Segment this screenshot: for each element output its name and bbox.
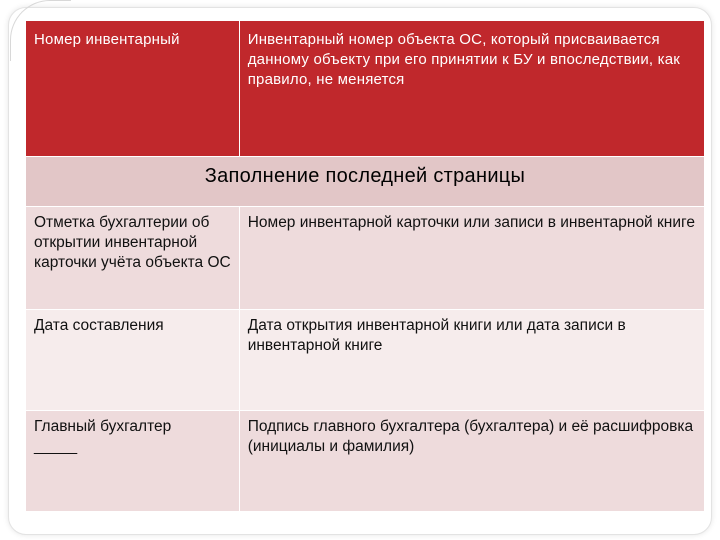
row-label: Главный бухгалтер [34, 418, 172, 435]
table-row [26, 310, 705, 411]
row-description: Подпись главного бухгалтера (бухгалтера) и её расшифровка (инициалы и фамилия) [239, 411, 704, 512]
header-left-cell: Номер инвентарный [26, 21, 240, 157]
table-header-row [26, 21, 705, 157]
row-label: Дата составления [26, 310, 240, 411]
row-description: Номер инвентарной карточки или записи в инвентарной книге [239, 207, 704, 310]
row-label: Отметка бухгалтерии об открытии инвентарной карточки учёта объекта ОС [26, 207, 240, 310]
signature-blank: _____ [34, 438, 78, 455]
section-title-row [26, 157, 705, 207]
row-description: Дата открытия инвентарной книги или дата записи в инвентарной книге [239, 310, 704, 411]
header-right-cell: Инвентарный номер объекта ОС, который присваивается данному объекту при его принятии к БУ и впоследствии, как правило, не меняется [239, 21, 704, 157]
table-row [26, 207, 705, 310]
info-table [25, 20, 705, 512]
row-label-cell [26, 411, 240, 512]
section-title: Заполнение последней страницы [26, 157, 705, 207]
table-row [26, 411, 705, 512]
